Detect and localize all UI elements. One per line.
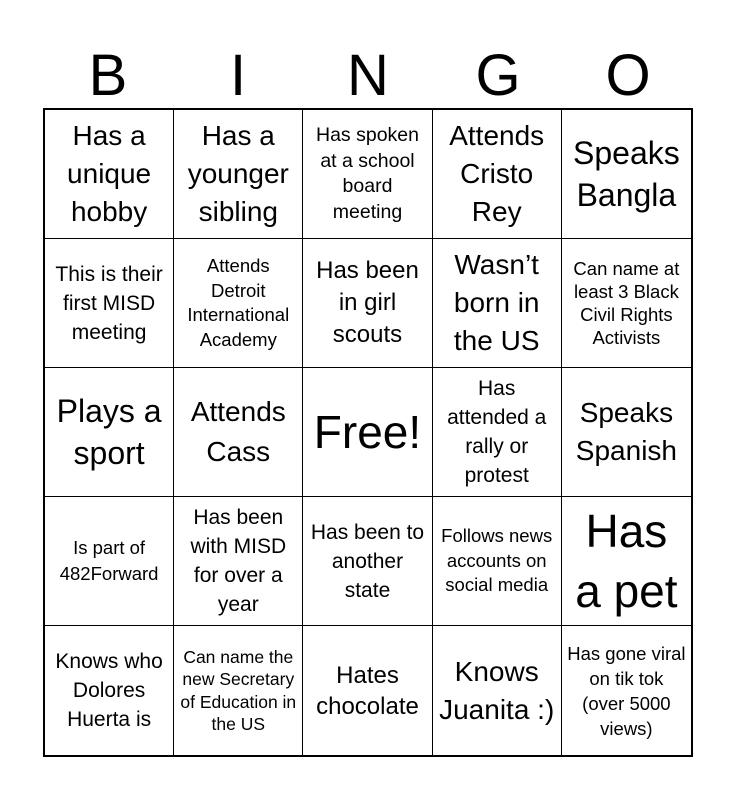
cell-text: Has a younger sibling xyxy=(187,120,289,227)
cell-text: Attends Detroit International Academy xyxy=(187,255,290,350)
bingo-cell[interactable] xyxy=(174,626,303,755)
header-letter-i: I xyxy=(229,43,247,108)
bingo-cell[interactable] xyxy=(174,239,303,368)
cell-text: Follows news accounts on social media xyxy=(441,525,553,596)
header-letter-b: B xyxy=(88,43,128,108)
bingo-cell[interactable] xyxy=(433,368,562,497)
bingo-cell[interactable] xyxy=(303,626,432,755)
bingo-cell[interactable] xyxy=(174,497,303,626)
bingo-cell[interactable] xyxy=(45,626,174,755)
free-space-text: Free! xyxy=(313,406,422,458)
cell-text: Plays a sport xyxy=(56,393,162,471)
cell-text: Knows who Dolores Huerta is xyxy=(55,650,163,731)
bingo-cell[interactable] xyxy=(45,497,174,626)
bingo-cell[interactable] xyxy=(303,110,432,239)
bingo-cell[interactable] xyxy=(562,110,691,239)
cell-text: Wasn’t born in the US xyxy=(453,249,540,356)
bingo-cell[interactable] xyxy=(562,497,691,626)
bingo-cell[interactable] xyxy=(562,368,691,497)
cell-text: Has attended a rally or protest xyxy=(447,377,547,487)
cell-text: Has gone viral on tik tok (over 5000 views) xyxy=(567,642,686,739)
cell-text: Is part of 482Forward xyxy=(59,537,159,584)
cell-text: Has been with MISD for over a year xyxy=(190,506,287,616)
header-letter-o: O xyxy=(605,43,651,108)
bingo-cell[interactable] xyxy=(433,110,562,239)
cell-text: Has a unique hobby xyxy=(67,120,152,227)
cell-text: Speaks Spanish xyxy=(575,397,677,466)
bingo-cell[interactable] xyxy=(174,368,303,497)
cell-text: This is their first MISD meeting xyxy=(55,262,163,344)
bingo-cell free-cell[interactable] xyxy=(303,368,432,497)
cell-text: Speaks Bangla xyxy=(573,135,680,213)
cell-text: Attends Cristo Rey xyxy=(449,120,545,227)
cell-text: Attends Cass xyxy=(190,396,286,467)
bingo-cell[interactable] xyxy=(562,239,691,368)
cell-text: Hates chocolate xyxy=(316,661,419,720)
cell-text: Has been in girl scouts xyxy=(316,257,419,348)
cell-text: Has spoken at a school board meeting xyxy=(316,124,419,223)
bingo-cell[interactable] xyxy=(433,239,562,368)
cell-text: Has been to another state xyxy=(310,520,425,602)
bingo-header xyxy=(43,44,693,108)
header-letter-g: G xyxy=(475,43,521,108)
bingo-cell[interactable] xyxy=(303,497,432,626)
bingo-cell[interactable] xyxy=(562,626,691,755)
bingo-cell[interactable] xyxy=(45,110,174,239)
bingo-cell[interactable] xyxy=(433,497,562,626)
cell-text: Can name the new Secretary of Education in the US xyxy=(180,646,297,734)
cell-text: Can name at least 3 Black Civil Rights Activists xyxy=(573,258,680,348)
bingo-board xyxy=(43,108,693,757)
bingo-cell[interactable] xyxy=(45,368,174,497)
bingo-cell[interactable] xyxy=(45,239,174,368)
header-letter-n: N xyxy=(347,43,389,108)
cell-text: Has a pet xyxy=(575,505,678,617)
cell-text: Knows Juanita :) xyxy=(439,655,555,725)
bingo-cell[interactable] xyxy=(303,239,432,368)
bingo-cell[interactable] xyxy=(174,110,303,239)
bingo-cell[interactable] xyxy=(433,626,562,755)
